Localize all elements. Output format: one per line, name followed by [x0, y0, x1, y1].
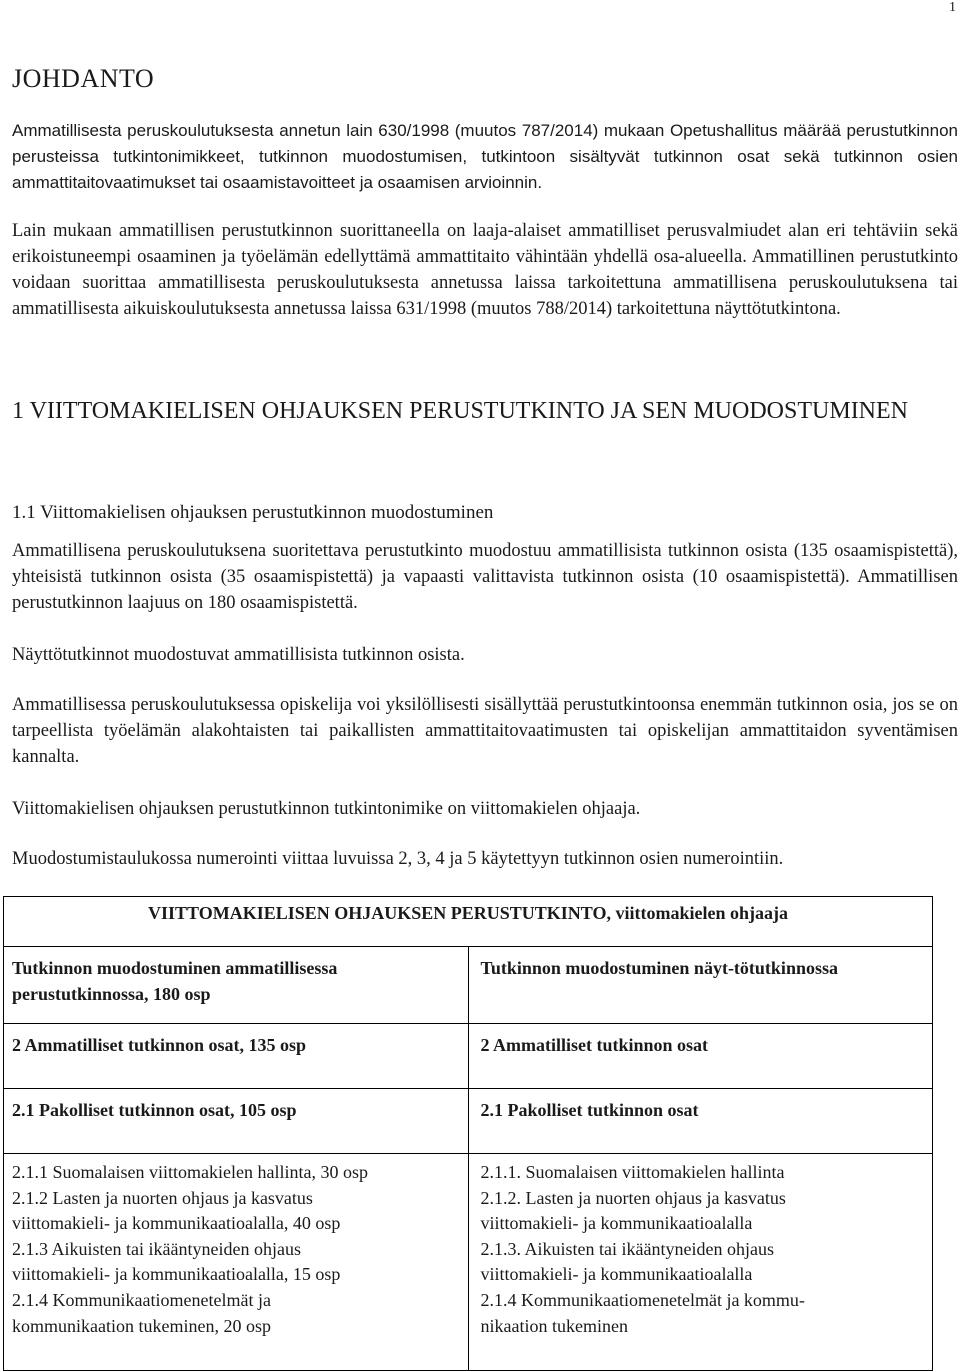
left-subsection-text: 2.1 Pakolliset tutkinnon osat, 105 osp: [12, 1100, 297, 1120]
title-name-paragraph: Viittomakielisen ohjauksen perustutkinnon tutkintonimike on viittomakielen ohjaaja.: [12, 799, 641, 819]
list-item: 2.1.1. Suomalaisen viittomakielen hallinta: [480, 1162, 785, 1182]
right-header-text: Tutkinnon muodostuminen näyt-tötutkinnossa: [480, 958, 838, 978]
subsection-heading: 1.1 Viittomakielisen ohjauksen perustutkinnon muodostuminen: [12, 502, 494, 523]
table-row: [4, 1089, 933, 1154]
right-subsection-cell: [468, 1089, 933, 1154]
numbering-paragraph: Muodostumistaulukossa numerointi viittaa luvuissa 2, 3, 4 ja 5 käytettyyn tutkinnon osien numerointiin.: [12, 849, 784, 869]
list-item: 2.1.4 Kommunikaatiomenetelmät ja kommu-: [480, 1289, 805, 1310]
left-items-list: [4, 1154, 468, 1339]
list-item: 2.1.3. Aikuisten tai ikääntyneiden ohjaus: [480, 1238, 774, 1259]
left-column-header: [4, 947, 469, 1024]
intro-paragraph: [12, 118, 958, 196]
list-item: viittomakieli- ja kommunikaatioalalla: [480, 1213, 753, 1234]
right-subsection-text: 2.1 Pakolliset tutkinnon osat: [480, 1100, 699, 1120]
table-row: [4, 1024, 933, 1089]
individual-paragraph: Ammatillisessa peruskoulutuksessa opiskelija voi yksilöllisesti sisällyttää perustutkintoonsa enemmän tutkinnon osia, jos se on tarpeellista työelämän alakohtaisten tai paikallisten ammattitaitovaatimusten tai opiskelijan ammattitaidon syventämisen kannalta.: [12, 695, 958, 767]
list-item: 2.1.4 Kommunikaatiomenetelmät ja: [12, 1289, 271, 1310]
list-item: kommunikaation tukeminen, 20 osp: [12, 1315, 271, 1336]
law-paragraph: Lain mukaan ammatillisen perustutkinnon suorittaneella on laaja-alaiset ammatilliset perusvalmiudet alan eri tehtäviin sekä erikoistuneempi osaaminen ja työelämän edellyttämä ammattitaito vähintään yhdellä osa-alueella. Ammatillinen perustutkinto voidaan suorittaa ammatillisesta peruskoulutuksesta annetussa laissa tarkoitettuna ammatillisena peruskoulutuksena tai ammatillisesta aikuiskoulutuksesta annetussa laissa 631/1998 (muutos 788/2014) tarkoitettuna näyttötutkintona.: [12, 221, 958, 319]
right-items-list: [469, 1154, 933, 1339]
right-column-header: [468, 947, 933, 1024]
list-item: 2.1.3 Aikuisten tai ikääntyneiden ohjaus: [12, 1238, 301, 1259]
list-item: viittomakieli- ja kommunikaatioalalla: [480, 1264, 753, 1285]
page-number: 1: [949, 0, 956, 15]
left-subsection-cell: [4, 1089, 469, 1154]
left-section-cell: [4, 1024, 469, 1089]
table-row: [4, 1154, 933, 1371]
list-item: nikaation tukeminen: [480, 1315, 628, 1336]
list-item: 2.1.1 Suomalaisen viittomakielen hallinta, 30 osp: [12, 1162, 368, 1182]
composition-paragraph: Ammatillisena peruskoulutuksena suoritettava perustutkinto muodostuu ammatillisista tutkinnon osista (135 osaamispistettä), yhteisistä tutkinnon osista (35 osaamispistettä) ja vapaasti valittavista tutkinnon osista (10 osaamispistettä). Ammatillisen perustutkinnon laajuus on 180 osaamispistettä.: [12, 541, 958, 613]
table-caption: VIITTOMAKIELISEN OHJAUKSEN PERUSTUTKINTO, viittomakielen ohjaaja: [4, 897, 933, 947]
degree-structure-table: [3, 896, 933, 1371]
left-items-cell: [4, 1154, 469, 1371]
page-title: JOHDANTO: [12, 64, 155, 93]
list-item: 2.1.2 Lasten ja nuorten ohjaus ja kasvatus: [12, 1187, 313, 1208]
right-section-text: 2 Ammatilliset tutkinnon osat: [480, 1035, 709, 1055]
table-caption-row: [4, 897, 933, 947]
list-item: viittomakieli- ja kommunikaatioalalla, 40 osp: [12, 1213, 341, 1234]
right-items-cell: [468, 1154, 933, 1371]
list-item: viittomakieli- ja kommunikaatioalalla, 15 osp: [12, 1264, 341, 1285]
left-header-text: Tutkinnon muodostuminen ammatillisessa perustutkinnossa, 180 osp: [12, 958, 338, 1004]
list-item: 2.1.2. Lasten ja nuorten ohjaus ja kasvatus: [480, 1187, 786, 1208]
left-section-text: 2 Ammatilliset tutkinnon osat, 135 osp: [12, 1035, 307, 1055]
intro-paragraph-text: Ammatillisesta peruskoulutuksesta annetun lain 630/1998 (muutos 787/2014) mukaan Opetushallitus määrää perustutkinnon perusteissa tutkintonimikkeet, tutkinnon muodostumisen, tutkintoon sisältyvät tutkinnon osat sekä tutkinnon osien ammattitaitovaatimukset tai osaamistavoitteet ja osaamisen arvioinnin.: [12, 121, 958, 192]
naytto-paragraph: Näyttötutkinnot muodostuvat ammatillisista tutkinnon osista.: [12, 645, 465, 665]
section-heading: 1 VIITTOMAKIELISEN OHJAUKSEN PERUSTUTKINTO JA SEN MUODOSTUMINEN: [12, 398, 909, 424]
right-section-cell: [468, 1024, 933, 1089]
table-header-row: [4, 947, 933, 1024]
